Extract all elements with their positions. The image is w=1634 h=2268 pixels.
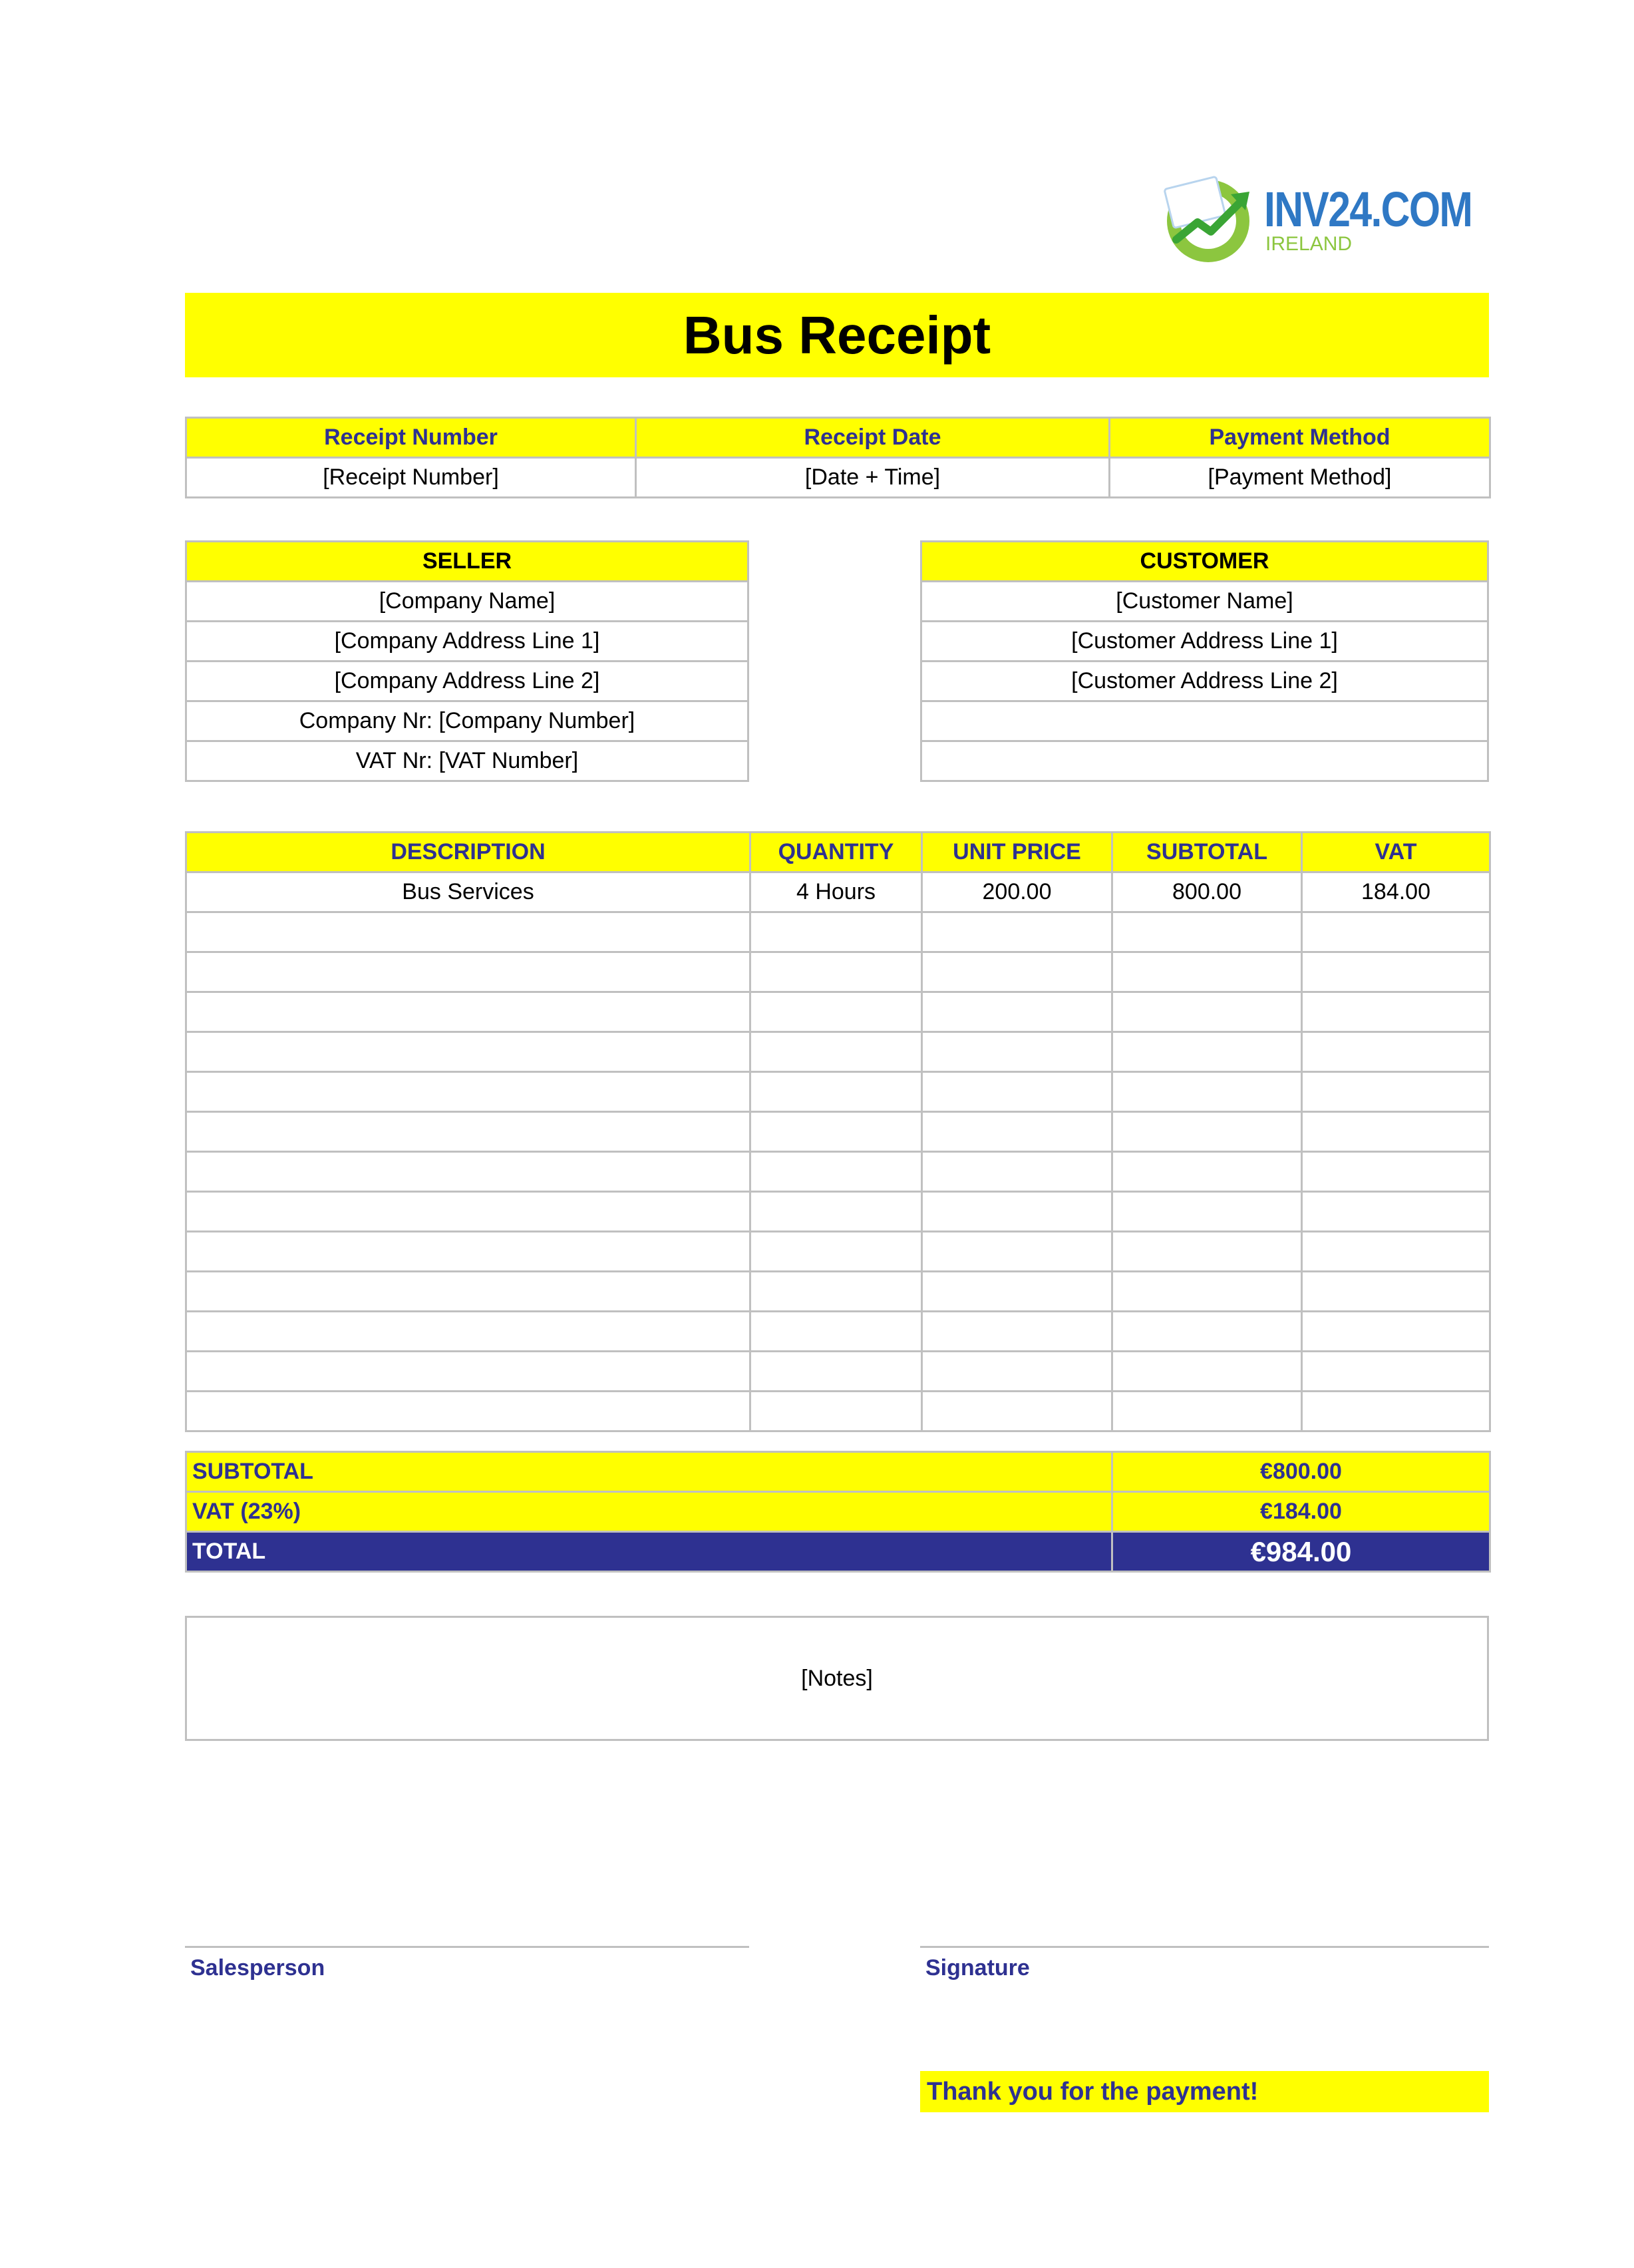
empty-cell <box>1302 992 1490 1032</box>
empty-cell <box>1302 1392 1490 1431</box>
empty-cell <box>1302 1072 1490 1112</box>
customer-extra-line-2 <box>921 741 1488 781</box>
total-row <box>186 1532 1490 1572</box>
empty-cell <box>750 952 922 992</box>
empty-cell <box>922 912 1112 952</box>
empty-cell <box>1302 1152 1490 1192</box>
unit-price-header: UNIT PRICE <box>922 833 1112 872</box>
title-banner <box>185 293 1489 377</box>
table-row <box>186 1112 1490 1152</box>
empty-cell <box>186 1192 750 1232</box>
seller-table <box>185 540 749 782</box>
empty-cell <box>750 1232 922 1272</box>
table-row <box>186 1232 1490 1272</box>
seller-company-number: Company Nr: [Company Number] <box>186 701 748 741</box>
item-description: Bus Services <box>186 872 750 912</box>
empty-cell <box>750 1032 922 1072</box>
total-label: TOTAL <box>186 1532 1112 1572</box>
empty-cell <box>1302 912 1490 952</box>
payment-method-header: Payment Method <box>1110 418 1490 458</box>
table-row <box>186 1392 1490 1431</box>
empty-cell <box>1302 952 1490 992</box>
empty-cell <box>1112 1392 1302 1431</box>
empty-cell <box>922 952 1112 992</box>
logo-region-text: IRELAND <box>1265 233 1353 255</box>
empty-cell <box>186 1112 750 1152</box>
empty-cell <box>1302 1352 1490 1392</box>
table-row <box>186 1352 1490 1392</box>
empty-cell <box>922 1392 1112 1431</box>
empty-cell <box>750 992 922 1032</box>
empty-cell <box>750 1312 922 1352</box>
item-subtotal: 800.00 <box>1112 872 1302 912</box>
empty-cell <box>186 912 750 952</box>
customer-extra-line-1 <box>921 701 1488 741</box>
vat-row <box>186 1492 1490 1532</box>
empty-cell <box>1302 1272 1490 1312</box>
table-row <box>186 1192 1490 1232</box>
empty-cell <box>750 1272 922 1312</box>
empty-cell <box>186 1032 750 1072</box>
table-row <box>186 872 1490 912</box>
receipt-number-value: [Receipt Number] <box>186 458 636 498</box>
vat-header: VAT <box>1302 833 1490 872</box>
empty-cell <box>186 1272 750 1312</box>
empty-cell <box>1112 1192 1302 1232</box>
description-header: DESCRIPTION <box>186 833 750 872</box>
table-row <box>186 952 1490 992</box>
subtotal-value: €800.00 <box>1112 1452 1490 1492</box>
thank-you-banner <box>920 2071 1489 2112</box>
empty-cell <box>1302 1192 1490 1232</box>
empty-cell <box>1112 912 1302 952</box>
empty-cell <box>922 992 1112 1032</box>
empty-cell <box>922 1312 1112 1352</box>
signature-label: Signature <box>925 1955 1030 1981</box>
empty-cell <box>1112 1072 1302 1112</box>
totals-table <box>185 1451 1491 1573</box>
customer-address-line-2: [Customer Address Line 2] <box>921 662 1488 701</box>
empty-cell <box>186 1232 750 1272</box>
signature-line <box>920 1946 1489 1948</box>
receipt-number-header: Receipt Number <box>186 418 636 458</box>
empty-cell <box>186 1072 750 1112</box>
customer-table <box>920 540 1489 782</box>
payment-method-value: [Payment Method] <box>1110 458 1490 498</box>
empty-cell <box>186 1352 750 1392</box>
seller-address-line-1: [Company Address Line 1] <box>186 622 748 662</box>
empty-cell <box>922 1272 1112 1312</box>
seller-vat-number: VAT Nr: [VAT Number] <box>186 741 748 781</box>
seller-header: SELLER <box>186 542 748 582</box>
empty-cell <box>922 1352 1112 1392</box>
seller-company-name: [Company Name] <box>186 582 748 622</box>
empty-cell <box>186 1312 750 1352</box>
salesperson-label: Salesperson <box>190 1955 325 1981</box>
empty-cell <box>922 1232 1112 1272</box>
empty-cell <box>186 952 750 992</box>
empty-cell <box>922 1192 1112 1232</box>
seller-address-line-2: [Company Address Line 2] <box>186 662 748 701</box>
empty-cell <box>750 1352 922 1392</box>
item-unit-price: 200.00 <box>922 872 1112 912</box>
empty-cell <box>922 1072 1112 1112</box>
table-row <box>186 1072 1490 1112</box>
receipt-info-table <box>185 417 1491 498</box>
table-row <box>186 1152 1490 1192</box>
table-row <box>186 1272 1490 1312</box>
subtotal-header: SUBTOTAL <box>1112 833 1302 872</box>
empty-cell <box>750 912 922 952</box>
empty-cell <box>186 992 750 1032</box>
item-vat: 184.00 <box>1302 872 1490 912</box>
empty-cell <box>750 1192 922 1232</box>
empty-cell <box>1112 1232 1302 1272</box>
subtotal-label: SUBTOTAL <box>186 1452 1112 1492</box>
empty-cell <box>750 1392 922 1431</box>
notes-text: [Notes] <box>801 1665 873 1691</box>
item-quantity: 4 Hours <box>750 872 922 912</box>
empty-cell <box>1302 1232 1490 1272</box>
empty-cell <box>922 1152 1112 1192</box>
customer-name: [Customer Name] <box>921 582 1488 622</box>
thank-you-text: Thank you for the payment! <box>927 2077 1259 2106</box>
customer-address-line-1: [Customer Address Line 1] <box>921 622 1488 662</box>
empty-cell <box>1112 1152 1302 1192</box>
empty-cell <box>1302 1032 1490 1072</box>
page-title: Bus Receipt <box>683 305 991 365</box>
receipt-date-header: Receipt Date <box>636 418 1110 458</box>
empty-cell <box>922 1112 1112 1152</box>
total-value: €984.00 <box>1112 1532 1490 1572</box>
receipt-info-header-row <box>186 418 1490 458</box>
empty-cell <box>1112 1032 1302 1072</box>
table-row <box>186 1312 1490 1352</box>
quantity-header: QUANTITY <box>750 833 922 872</box>
empty-cell <box>922 1032 1112 1072</box>
empty-cell <box>1302 1112 1490 1152</box>
empty-cell <box>1112 1272 1302 1312</box>
items-table <box>185 831 1491 1432</box>
empty-cell <box>1112 1352 1302 1392</box>
empty-cell <box>750 1152 922 1192</box>
empty-cell <box>1112 952 1302 992</box>
empty-cell <box>186 1152 750 1192</box>
logo-brand-text: INV24.COM <box>1264 182 1472 237</box>
receipt-date-value: [Date + Time] <box>636 458 1110 498</box>
empty-cell <box>750 1112 922 1152</box>
vat-label: VAT (23%) <box>186 1492 1112 1532</box>
empty-cell <box>1112 1312 1302 1352</box>
salesperson-line <box>185 1946 749 1948</box>
subtotal-row <box>186 1452 1490 1492</box>
customer-header: CUSTOMER <box>921 542 1488 582</box>
empty-cell <box>1302 1312 1490 1352</box>
empty-cell <box>1112 992 1302 1032</box>
logo-mark-icon <box>1156 168 1263 268</box>
table-row <box>186 912 1490 952</box>
empty-cell <box>186 1392 750 1431</box>
notes-box <box>185 1616 1489 1741</box>
receipt-info-value-row <box>186 458 1490 498</box>
empty-cell <box>1112 1112 1302 1152</box>
vat-value: €184.00 <box>1112 1492 1490 1532</box>
table-row <box>186 992 1490 1032</box>
items-header-row <box>186 833 1490 872</box>
table-row <box>186 1032 1490 1072</box>
empty-cell <box>750 1072 922 1112</box>
